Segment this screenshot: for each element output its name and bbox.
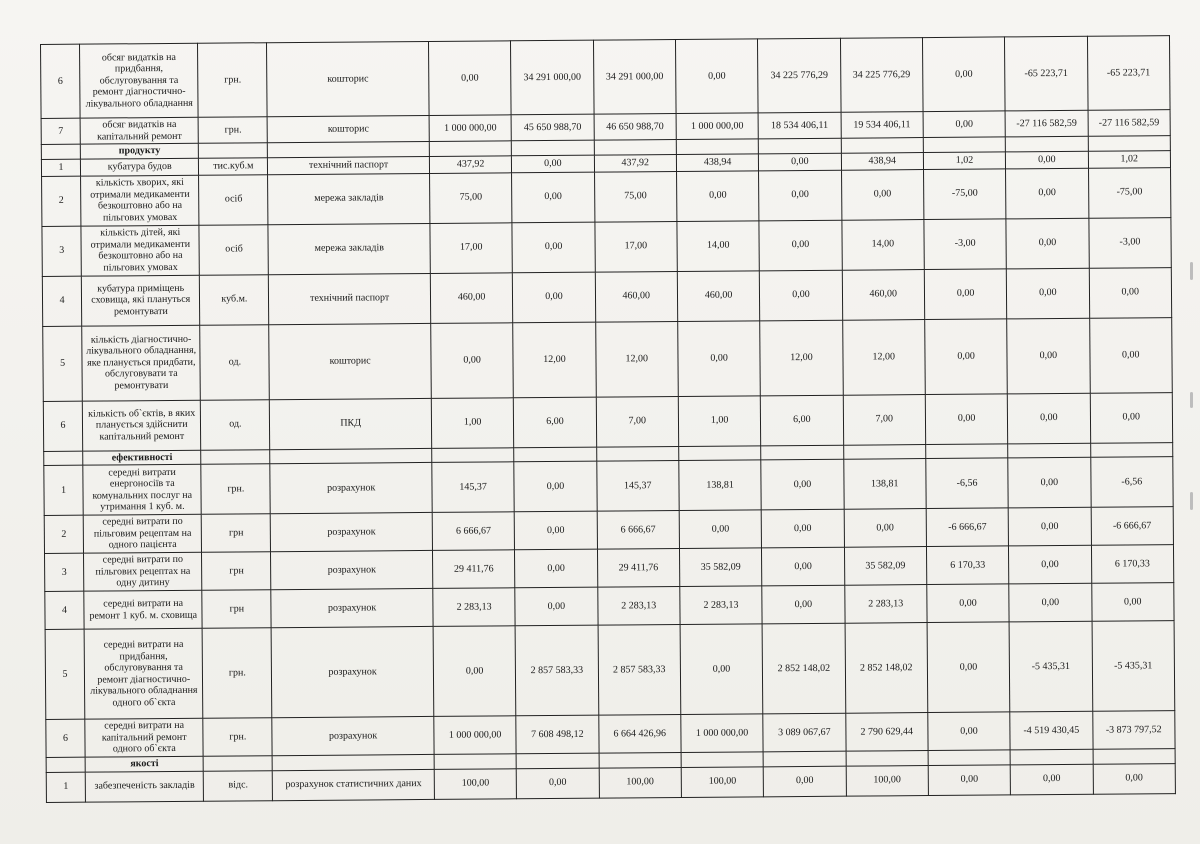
section-empty-cell [761,445,843,460]
value-cell: 17,00 [595,221,678,272]
indicator-name: обсяг видатків на придбання, обслуговування та ремонт діагностично-лікувального обладнання [80,43,199,118]
value-cell: 46 650 988,70 [594,114,677,141]
value-cell: 29 411,76 [432,550,515,589]
value-cell: 0,00 [925,393,1008,444]
section-empty-cell [676,139,758,154]
value-cell: 75,00 [594,171,677,222]
unit-of-measure: грн [202,590,271,629]
value-cell: 1,02 [923,151,1005,169]
unit-of-measure: грн. [199,117,268,144]
data-source: розрахунок статистичних даних [273,769,435,800]
value-cell: 6 170,33 [1091,545,1174,584]
unit-of-measure: відс. [204,770,273,801]
value-cell: 12,00 [760,320,843,396]
value-cell: 3 089 067,67 [763,713,846,752]
value-cell: 7,00 [843,394,926,445]
indicator-name: середні витрати на придбання, обслуговування та ремонт діагностично-лікувального обладнання одного об`єкта [84,628,203,719]
value-cell: 35 582,09 [844,547,927,586]
table-body [41,36,1176,802]
row-index: 1 [46,772,85,802]
unit-of-measure: осіб [199,224,268,275]
value-cell: 0,00 [844,509,927,548]
row-index: 6 [43,401,82,451]
value-cell: 1 000 000,00 [681,714,764,753]
value-cell: 17,00 [430,222,513,273]
data-source: кошторис [267,115,429,142]
row-index: 1 [41,159,80,176]
value-cell: 0,00 [928,764,1011,795]
table-row [42,217,1171,276]
section-empty-cell [434,754,516,769]
value-cell: -65 223,71 [1005,36,1088,111]
value-cell: 0,00 [928,712,1011,751]
value-cell: 6 170,33 [926,546,1009,585]
value-cell: 0,00 [675,39,758,114]
section-empty-cell [596,446,678,461]
data-source: розрахунок [271,550,433,589]
section-empty-cell [1008,443,1090,458]
value-cell: 0,00 [678,320,761,396]
data-source: розрахунок [271,512,433,551]
value-cell: 2 790 629,44 [845,713,928,752]
indicator-name: кількість дітей, які отримали медикаменти безкоштовно або на пільгових умовах [81,225,200,276]
section-empty-cell [681,752,763,767]
value-cell: 0,00 [513,272,596,323]
value-cell: -5 435,31 [1092,621,1175,712]
value-cell: 6,00 [761,395,844,446]
unit-of-measure: од. [200,324,270,400]
row-index: 5 [43,326,83,401]
data-source: розрахунок [271,588,433,627]
value-cell: 0,00 [515,587,598,626]
value-cell: 0,00 [759,220,842,271]
indicator-name: забезпеченість закладів [85,771,204,802]
row-index: 4 [42,276,81,326]
value-cell: 0,00 [762,585,845,624]
value-cell: 0,00 [1008,507,1091,546]
section-empty-cell [1090,442,1173,457]
value-cell: 0,00 [922,37,1005,112]
value-cell: 12,00 [595,321,678,397]
section-empty-cell [272,754,434,770]
value-cell: 1 000 000,00 [676,113,759,140]
value-cell: 1 000 000,00 [429,115,512,142]
value-cell: 0,00 [1008,457,1091,508]
value-cell: -27 116 582,59 [1088,110,1171,137]
value-cell: 6 666,67 [597,510,680,549]
table-row [41,36,1171,119]
value-cell: 29 411,76 [597,548,680,587]
value-cell: 7 608 498,12 [516,715,599,754]
data-source: розрахунок [271,626,433,717]
value-cell: 145,37 [432,462,515,513]
value-cell: 0,00 [759,153,841,171]
indicator-name: середні витрати по пільговим рецептам на одного пацієнта [83,514,202,553]
section-empty-cell [432,447,514,462]
section-empty-cell [1088,136,1171,151]
data-source: ПКД [270,398,432,449]
value-cell: -6 666,67 [926,508,1009,547]
value-cell: 1,00 [678,395,761,446]
value-cell: 14,00 [677,220,760,271]
section-empty-cell [204,756,273,771]
value-cell: 2 852 148,02 [845,623,928,714]
value-cell: 34 291 000,00 [593,40,676,115]
section-index-cell [41,144,80,159]
value-cell: 0,00 [761,509,844,548]
table-row [45,621,1175,720]
section-empty-cell [514,447,596,462]
value-cell: 34 225 776,29 [758,38,841,113]
section-empty-cell [270,448,432,464]
section-index-cell [44,451,83,466]
value-cell: -3 873 797,52 [1092,711,1175,750]
value-cell: 100,00 [846,765,929,796]
data-source: мережа закладів [268,173,430,224]
value-cell: 2 852 148,02 [762,623,845,714]
table-row [44,457,1173,516]
unit-of-measure: од. [201,399,270,450]
unit-of-measure: грн [202,514,271,553]
value-cell: -27 116 582,59 [1005,110,1088,137]
indicator-name: кубатура приміщень сховища, які плануться ремонтувати [81,275,200,326]
table-row [43,392,1172,451]
value-cell: 2 283,13 [433,588,516,627]
section-empty-cell [516,753,598,768]
row-index: 3 [45,553,84,591]
scan-edge-mark [1190,392,1193,408]
value-cell: -5 435,31 [1009,621,1092,712]
section-empty-cell [429,141,511,156]
value-cell: 460,00 [842,269,925,320]
indicator-name: кубатура будов [80,158,198,176]
value-cell: 460,00 [430,272,513,323]
value-cell: 0,00 [433,626,516,717]
section-empty-cell [1093,749,1176,764]
value-cell: 0,00 [1010,764,1093,795]
row-index: 2 [44,515,83,553]
value-cell: 0,00 [762,547,845,586]
row-index: 5 [45,629,85,719]
value-cell: -6 666,67 [1091,507,1174,546]
row-index: 6 [41,44,81,118]
section-empty-cell [846,751,928,766]
value-cell: 138,81 [843,459,926,510]
value-cell: 0,00 [924,268,1007,319]
row-index: 2 [42,176,81,226]
value-cell: 1,02 [1088,150,1171,168]
section-empty-cell [759,138,841,153]
value-cell: -6,56 [1090,457,1173,508]
value-cell: 1,00 [431,397,514,448]
section-empty-cell [1010,749,1092,764]
unit-of-measure: куб.м. [200,274,269,325]
value-cell: 0,00 [515,549,598,588]
value-cell: 0,00 [512,222,595,273]
section-index-cell [46,757,85,772]
budget-indicators-table [40,35,1176,802]
indicator-name: середні витрати по пільгових рецептах на одну дитину [84,552,203,591]
value-cell: 0,00 [763,766,846,797]
value-cell: 19 534 406,11 [841,112,924,139]
value-cell: -75,00 [1088,167,1171,218]
value-cell: 0,00 [1006,151,1088,169]
value-cell: 0,00 [1093,763,1176,794]
value-cell: -6,56 [926,458,1009,509]
value-cell: -3,00 [924,218,1007,269]
row-index: 3 [42,226,81,276]
value-cell: 0,00 [1009,583,1092,622]
value-cell: 6,00 [514,397,597,448]
row-index: 6 [46,719,85,757]
value-cell: -75,00 [923,168,1006,219]
value-cell: 100,00 [681,766,764,797]
value-cell: 34 225 776,29 [840,38,923,113]
value-cell: 0,00 [514,461,597,512]
section-empty-cell [928,750,1010,765]
value-cell: 2 283,13 [680,586,763,625]
section-empty-cell [268,141,430,157]
section-empty-cell [201,449,270,464]
value-cell: 0,00 [759,170,842,221]
value-cell: 0,00 [1007,318,1090,394]
value-cell: 0,00 [841,169,924,220]
data-source: мережа закладів [268,223,430,274]
value-cell: 0,00 [1091,583,1174,622]
value-cell: -3,00 [1088,217,1171,268]
row-index: 7 [41,118,80,144]
indicator-name: обсяг видатків на капітальний ремонт [80,117,199,144]
value-cell: 460,00 [677,270,760,321]
value-cell: -65 223,71 [1087,36,1170,111]
indicator-name: кількість діагностично-лікувального обладнання, яке планується придбати, обслуговувати та ремонтувати [82,325,201,401]
value-cell: 0,00 [428,41,511,116]
data-source: розрахунок [270,462,432,513]
table-row [42,267,1171,326]
value-cell: 0,00 [761,459,844,510]
unit-of-measure: грн [202,552,271,591]
value-cell: 0,00 [512,155,594,173]
value-cell: 438,94 [841,152,923,170]
value-cell: 437,92 [429,155,511,173]
section-empty-cell [763,751,845,766]
unit-of-measure: грн. [201,464,270,515]
value-cell: 0,00 [925,318,1008,394]
value-cell: 2 283,13 [844,585,927,624]
value-cell: 6 664 426,96 [598,714,681,753]
table-row [42,167,1171,226]
unit-of-measure: грн. [203,628,273,719]
value-cell: 2 857 583,33 [515,625,598,716]
row-index: 4 [45,591,84,629]
value-cell: 100,00 [434,768,517,799]
value-cell: 0,00 [1090,392,1173,443]
value-cell: 0,00 [1089,267,1172,318]
unit-of-measure: осіб [199,174,268,225]
section-empty-cell [926,443,1008,458]
row-index: 1 [44,465,83,515]
value-cell: 75,00 [429,172,512,223]
value-cell: 460,00 [595,271,678,322]
scan-edge-mark [1190,262,1193,280]
value-cell: 0,00 [680,624,763,715]
unit-of-measure: тис.куб.м [199,157,268,175]
section-title: ефективності [83,450,201,465]
value-cell: 100,00 [599,767,682,798]
indicator-name: кількість хворих, які отримали медикаменти безкоштовно або на пільгових умовах [81,175,200,226]
value-cell: 45 650 988,70 [511,114,594,141]
value-cell: 0,00 [1006,218,1089,269]
value-cell: 0,00 [676,170,759,221]
section-empty-cell [512,140,594,155]
value-cell: 14,00 [842,219,925,270]
value-cell: 0,00 [514,511,597,550]
section-title: продукту [80,143,198,158]
value-cell: 0,00 [512,172,595,223]
value-cell: 2 857 583,33 [598,624,681,715]
indicator-name: середні витрати на капітальний ремонт одного об`єкта [85,718,204,757]
value-cell: 12,00 [842,319,925,395]
value-cell: 138,81 [679,460,762,511]
scan-edge-mark [1190,492,1193,510]
section-empty-cell [841,138,923,153]
data-source: кошторис [269,323,431,399]
value-cell: 18 534 406,11 [758,112,841,139]
data-source: розрахунок [272,716,434,755]
value-cell: 0,00 [1006,168,1089,219]
section-empty-cell [679,445,761,460]
value-cell: 0,00 [923,111,1006,138]
data-source: кошторис [267,41,429,116]
value-cell: 0,00 [431,322,514,398]
value-cell: 145,37 [596,460,679,511]
value-cell: 6 666,67 [432,512,515,551]
value-cell: 0,00 [679,510,762,549]
value-cell: 0,00 [517,768,600,799]
indicator-name: кількість об`єктів, в яких планується здійснити капітальний ремонт [82,400,201,451]
value-cell: 0,00 [927,584,1010,623]
indicator-name: середні витрати енергоносіїв та комунальних послуг на утримання 1 куб. м. [83,464,202,515]
section-empty-cell [923,137,1005,152]
value-cell: 34 291 000,00 [511,40,594,115]
section-empty-cell [843,444,925,459]
section-empty-cell [599,752,681,767]
value-cell: 1 000 000,00 [434,716,517,755]
value-cell: 35 582,09 [679,548,762,587]
value-cell: 0,00 [1008,393,1091,444]
unit-of-measure: грн. [198,43,268,118]
value-cell: 0,00 [760,270,843,321]
value-cell: 0,00 [1009,545,1092,584]
data-source: технічний паспорт [269,273,431,324]
value-cell: 0,00 [927,622,1010,713]
value-cell: 0,00 [1089,317,1172,393]
value-cell: 438,94 [676,153,758,171]
unit-of-measure: грн. [203,718,272,757]
section-empty-cell [1006,136,1088,151]
section-title: якості [85,756,203,771]
value-cell: -4 519 430,45 [1010,711,1093,750]
indicator-name: середні витрати на ремонт 1 куб. м. сховища [84,590,203,629]
value-cell: 0,00 [1007,268,1090,319]
table-row [43,317,1173,401]
data-source: технічний паспорт [268,156,430,174]
value-cell: 437,92 [594,154,676,172]
value-cell: 2 283,13 [597,586,680,625]
value-cell: 12,00 [513,322,596,398]
section-empty-cell [199,143,268,158]
value-cell: 7,00 [596,396,679,447]
section-empty-cell [594,140,676,155]
